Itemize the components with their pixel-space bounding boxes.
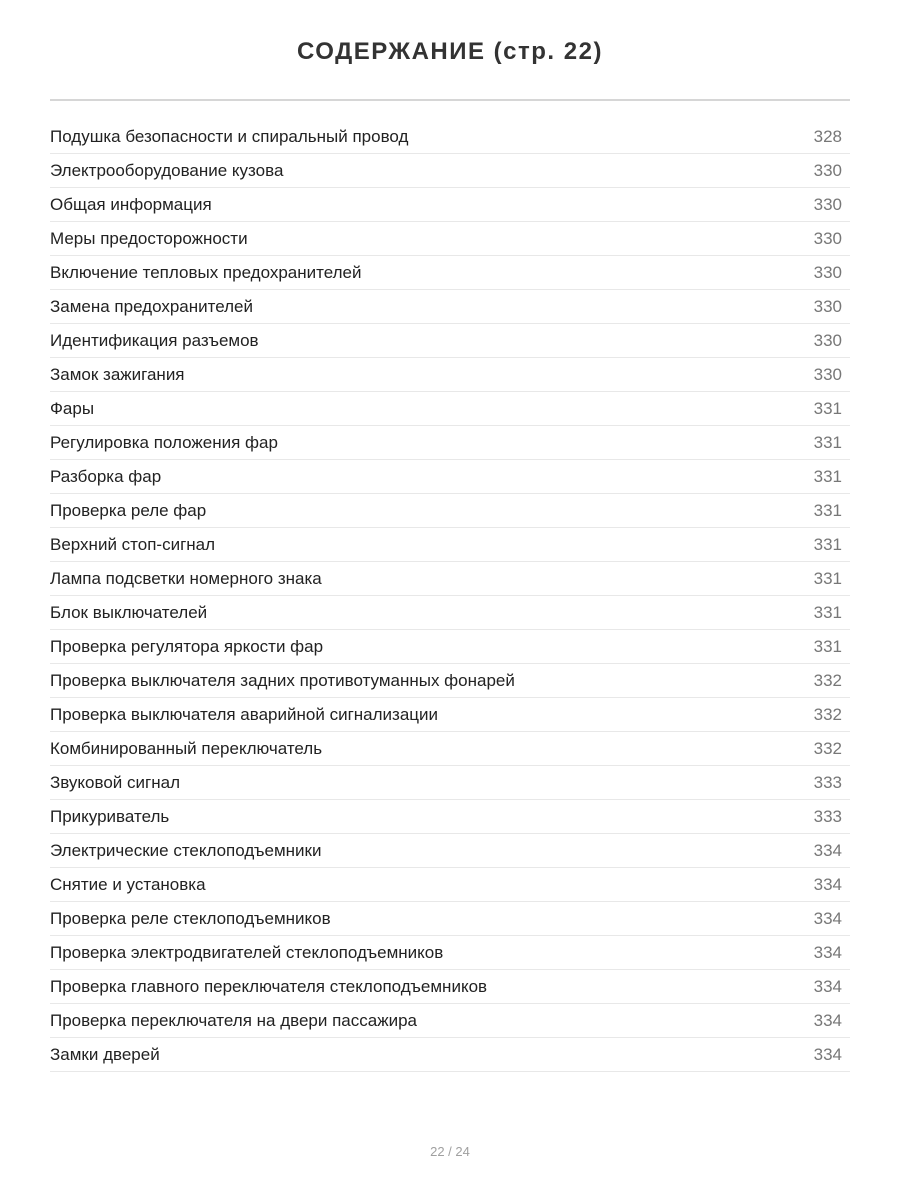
toc-entry[interactable] (50, 732, 850, 766)
toc-entry-page: 330 (813, 263, 842, 282)
toc-entry-label: Идентификация разъемов (50, 331, 259, 350)
toc-entry-page: 331 (813, 569, 842, 588)
toc-entry-page: 331 (813, 467, 842, 486)
toc-entry-page: 330 (813, 229, 842, 248)
toc-entry-label: Проверка выключателя аварийной сигнализации (50, 705, 439, 724)
toc-entry-label: Верхний стоп-сигнал (50, 535, 216, 554)
toc-entry[interactable] (50, 970, 850, 1004)
toc-entry[interactable] (50, 494, 850, 528)
toc-entry-page: 332 (813, 705, 842, 724)
toc-entry-page: 334 (813, 977, 842, 996)
toc-entry[interactable] (50, 596, 850, 630)
toc-entry-page: 330 (813, 195, 842, 214)
toc-entry-page: 334 (813, 875, 842, 894)
toc-entry-label: Комбинированный переключатель (50, 739, 323, 758)
toc-entry[interactable] (50, 1038, 850, 1072)
toc-entry-label: Фары (50, 399, 95, 418)
toc-entry-label: Звуковой сигнал (50, 773, 180, 792)
toc-entry-page: 333 (813, 807, 842, 826)
toc-entry-label: Прикуриватель (50, 807, 170, 826)
toc-entry-page: 330 (813, 365, 842, 384)
toc-entry-label: Меры предосторожности (50, 229, 248, 248)
toc-entry-page: 331 (813, 637, 842, 656)
toc-entry[interactable] (50, 664, 850, 698)
toc-entry[interactable] (50, 868, 850, 902)
toc-entry[interactable] (50, 902, 850, 936)
toc-entry[interactable] (50, 1004, 850, 1038)
toc-entry[interactable] (50, 358, 850, 392)
toc-entry[interactable] (50, 630, 850, 664)
toc-entry[interactable] (50, 154, 850, 188)
toc-entry[interactable] (50, 936, 850, 970)
toc-entry[interactable] (50, 290, 850, 324)
toc-entry-page: 332 (813, 671, 842, 690)
toc-entry[interactable] (50, 800, 850, 834)
toc-entry-label: Электрооборудование кузова (50, 161, 284, 180)
page-number: 22 / 24 (430, 1144, 470, 1159)
toc-entry[interactable] (50, 222, 850, 256)
toc-entry[interactable] (50, 460, 850, 494)
toc-entry[interactable] (50, 766, 850, 800)
toc-entry-page: 331 (813, 603, 842, 622)
toc-entry[interactable] (50, 256, 850, 290)
toc-entry-page: 330 (813, 161, 842, 180)
toc-entry-label: Проверка переключателя на двери пассажира (50, 1011, 417, 1030)
toc-entry-page: 334 (813, 909, 842, 928)
toc-entry[interactable] (50, 392, 850, 426)
toc-entry-page: 331 (813, 535, 842, 554)
toc-entry[interactable] (50, 834, 850, 868)
toc-entry[interactable] (50, 528, 850, 562)
toc-entry-page: 334 (813, 1045, 842, 1064)
toc-entry-page: 330 (813, 297, 842, 316)
toc-entry-page: 334 (813, 1011, 842, 1030)
toc-entry[interactable] (50, 562, 850, 596)
toc-entry-label: Включение тепловых предохранителей (50, 263, 362, 282)
toc-entry[interactable] (50, 188, 850, 222)
toc-entry-page: 328 (813, 127, 842, 146)
toc-entry-label: Проверка реле фар (50, 501, 207, 520)
toc-entry-label: Замки дверей (50, 1045, 160, 1064)
toc-entry-page: 331 (813, 433, 842, 452)
toc-entry-label: Замена предохранителей (50, 297, 254, 316)
toc-entry[interactable] (50, 426, 850, 460)
toc-entry-label: Замок зажигания (50, 365, 185, 384)
toc-entry-page: 332 (813, 739, 842, 758)
toc-entry-label: Электрические стеклоподъемники (50, 841, 322, 860)
toc-entry-label: Общая информация (50, 195, 212, 214)
toc-entry-page: 330 (813, 331, 842, 350)
toc-entry-page: 331 (813, 501, 842, 520)
toc-entry[interactable] (50, 698, 850, 732)
toc-entry-label: Блок выключателей (50, 603, 208, 622)
toc-entry-label: Проверка реле стеклоподъемников (50, 909, 331, 928)
title-divider (50, 99, 850, 101)
toc-entry-label: Снятие и установка (50, 875, 206, 894)
toc-list (50, 120, 850, 1072)
toc-entry-page: 334 (813, 943, 842, 962)
page-title: СОДЕРЖАНИЕ (стр. 22) (297, 38, 603, 65)
toc-entry-page: 331 (813, 399, 842, 418)
toc-entry-label: Регулировка положения фар (50, 433, 278, 452)
toc-entry-label: Разборка фар (50, 467, 162, 486)
toc-entry-label: Проверка главного переключателя стеклоподъемников (50, 977, 488, 996)
toc-entry-label: Проверка выключателя задних противотуманных фонарей (50, 671, 515, 690)
toc-entry[interactable] (50, 324, 850, 358)
toc-entry-label: Проверка регулятора яркости фар (50, 637, 324, 656)
toc-entry-label: Проверка электродвигателей стеклоподъемников (50, 943, 444, 962)
toc-entry-label: Подушка безопасности и спиральный провод (50, 127, 409, 146)
toc-entry-page: 334 (813, 841, 842, 860)
toc-entry-label: Лампа подсветки номерного знака (50, 569, 322, 588)
toc-entry-page: 333 (813, 773, 842, 792)
toc-entry[interactable] (50, 120, 850, 154)
